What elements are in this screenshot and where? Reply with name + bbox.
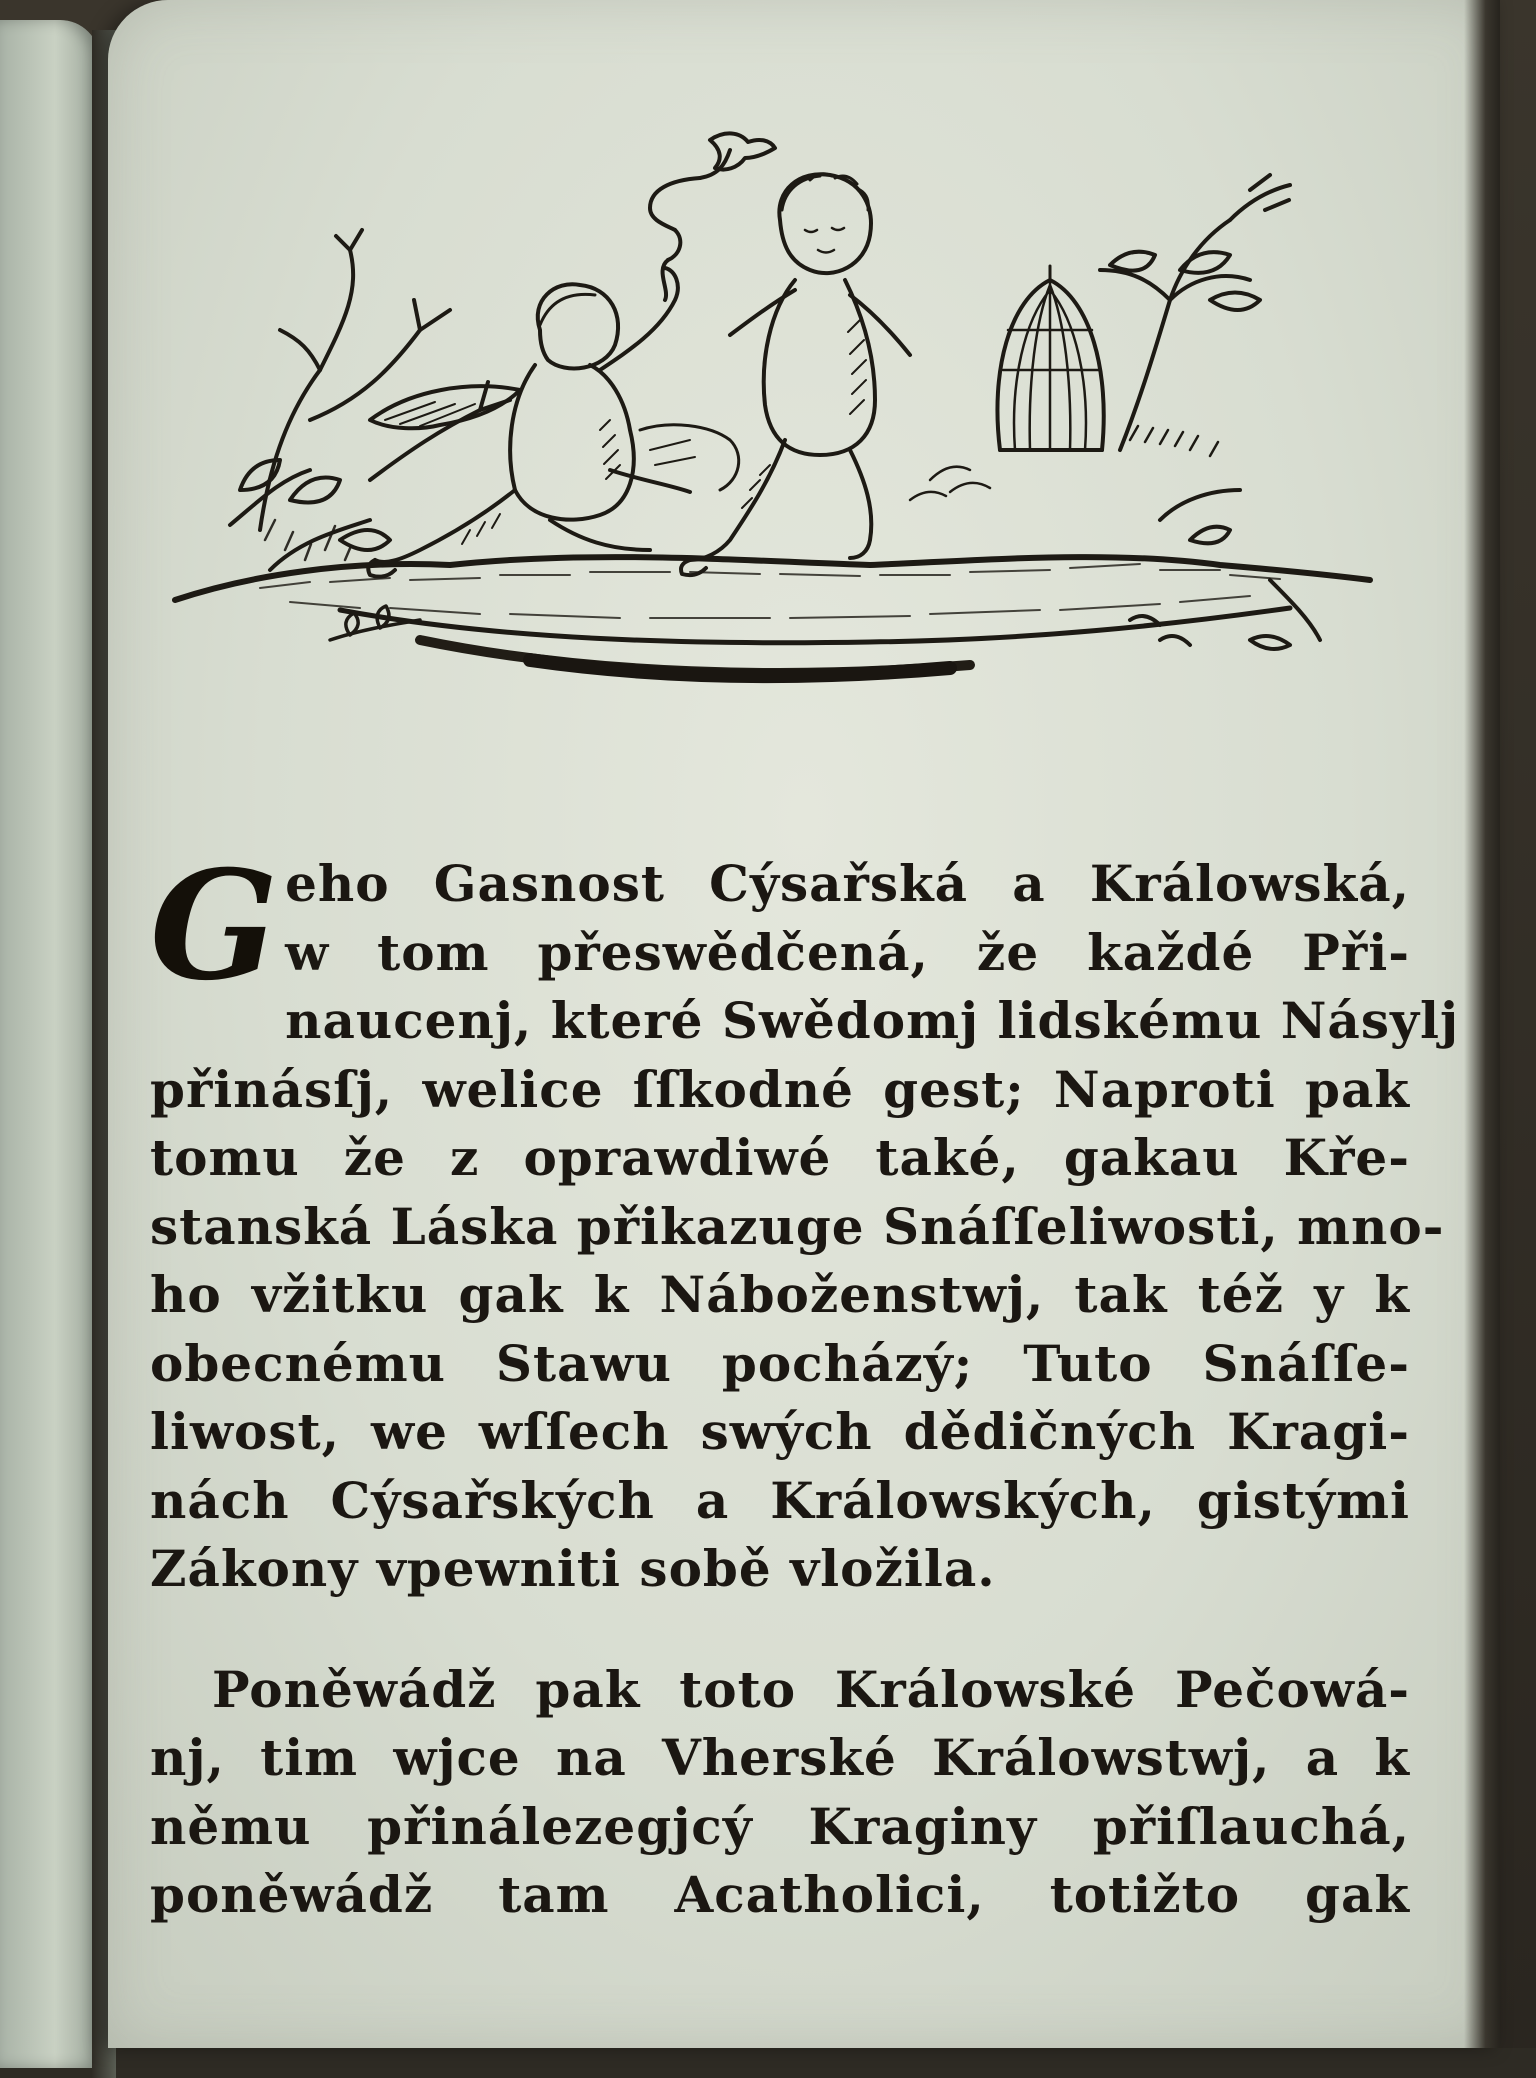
bird-cage (997, 266, 1103, 450)
text-line: nj, tim wjce na Vherské Králowstwj, a k (150, 1728, 1410, 1787)
text-line: přinásſj, welice ſſkodné gest; Naproti pak (150, 1059, 1410, 1119)
paragraph-1 (150, 838, 1460, 1604)
drop-cap-initial: G (150, 838, 280, 1014)
right-cherub (681, 174, 910, 575)
left-page-edge (0, 20, 100, 2068)
paragraph-2 (150, 1656, 1410, 1930)
text-line: poněwádž tam Acatholici, totižto gak (150, 1865, 1410, 1924)
text-line: němu přinálezegjcý Kraginy přiſlauchá, (150, 1796, 1410, 1856)
text-line: nách Cýsařských a Králowských, gistými (150, 1470, 1410, 1530)
text-line: liwost, we wſſech swých dědičných Kragi- (150, 1402, 1410, 1461)
ground-mound (175, 557, 1370, 600)
right-foliage (1100, 175, 1320, 649)
text-line: Poněwádž pak toto Králowské Pečowá- (212, 1659, 1410, 1719)
left-foliage (230, 230, 510, 570)
engraving-vignette (170, 120, 1380, 700)
body-text (150, 838, 1460, 1930)
text-line: w tom přeswědčená, že každé Při- (285, 922, 1410, 982)
text-line: Zákony vpewniti sobě vložila. (150, 1539, 996, 1598)
text-line: tomu že z oprawdiwé také, gakau Kře- (150, 1128, 1410, 1187)
text-line: naucenj, které Swědomj lidskému Násylj (285, 991, 1460, 1050)
text-line: ho vžitku gak k Náboženstwj, tak též y k (150, 1265, 1410, 1324)
text-line: eho Gasnost Cýsařská a Králowská, (285, 854, 1410, 913)
page-right-shadow (1464, 0, 1500, 2048)
text-line: stanská Láska přikazuge Snáſſeliwosti, mno- (150, 1196, 1445, 1256)
bird (650, 133, 775, 300)
text-line: obecnému Stawu pocházý; Tuto Snáſſe- (150, 1333, 1410, 1393)
